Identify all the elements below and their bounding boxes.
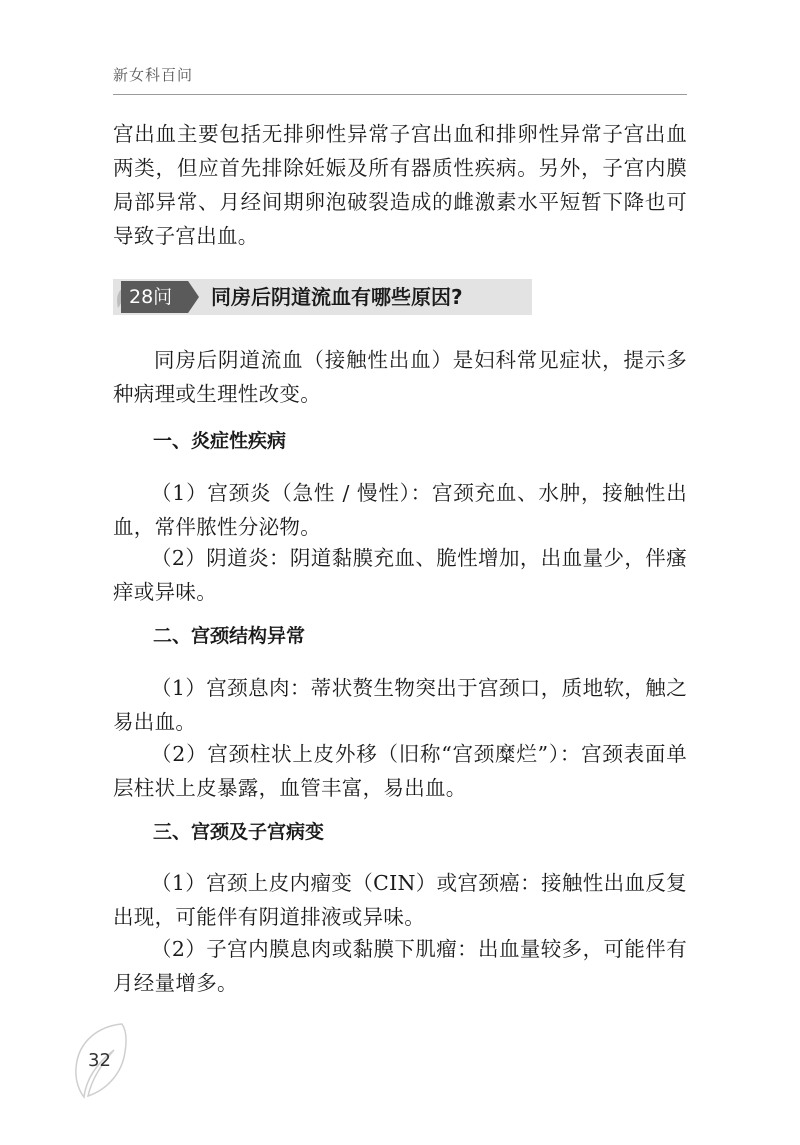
list-item: （1）宫颈上皮内瘤变（CIN）或宫颈癌：接触性出血反复出现，可能伴有阴道排液或异味。 [113, 871, 687, 929]
section-heading: 三、宫颈及子宫病变 [153, 821, 325, 843]
section-heading: 一、炎症性疾病 [153, 430, 287, 452]
list-item: （1）宫颈息肉：蒂状赘生物突出于宫颈口，质地软，触之易出血。 [113, 676, 687, 734]
section-heading: 二、宫颈结构异常 [153, 625, 306, 647]
question-banner [113, 279, 532, 315]
header-rule [113, 94, 687, 95]
page-number: 32 [88, 1050, 111, 1071]
list-item: （2）子宫内膜息肉或黏膜下肌瘤：出血量较多，可能伴有月经量增多。 [113, 937, 687, 995]
list-item: （1）宫颈炎（急性 / 慢性）：宫颈充血、水肿，接触性出血，常伴脓性分泌物。 [113, 481, 687, 539]
question-title: 同房后阴道流血有哪些原因? [211, 285, 463, 309]
list-item: （2）阴道炎：阴道黏膜充血、脆性增加，出血量少，伴瘙痒或异味。 [113, 546, 687, 604]
lead-paragraph: 同房后阴道流血（接触性出血）是妇科常见症状，提示多种病理或生理性改变。 [113, 348, 687, 406]
question-number-label: 28问 [129, 286, 173, 308]
list-item: （2）宫颈柱状上皮外移（旧称“宫颈糜烂”）：宫颈表面单层柱状上皮暴露，血管丰富，易出血。 [113, 742, 687, 800]
page-number-decoration [70, 1020, 132, 1100]
running-head: 新女科百问 [113, 66, 194, 84]
intro-paragraph: 宫出血主要包括无排卵性异常子宫出血和排卵性异常子宫出血两类，但应首先排除妊娠及所有器质性疾病。另外，子宫内膜局部异常、月经间期卵泡破裂造成的雌激素水平短暂下降也可导致子宫出血。 [113, 122, 687, 248]
